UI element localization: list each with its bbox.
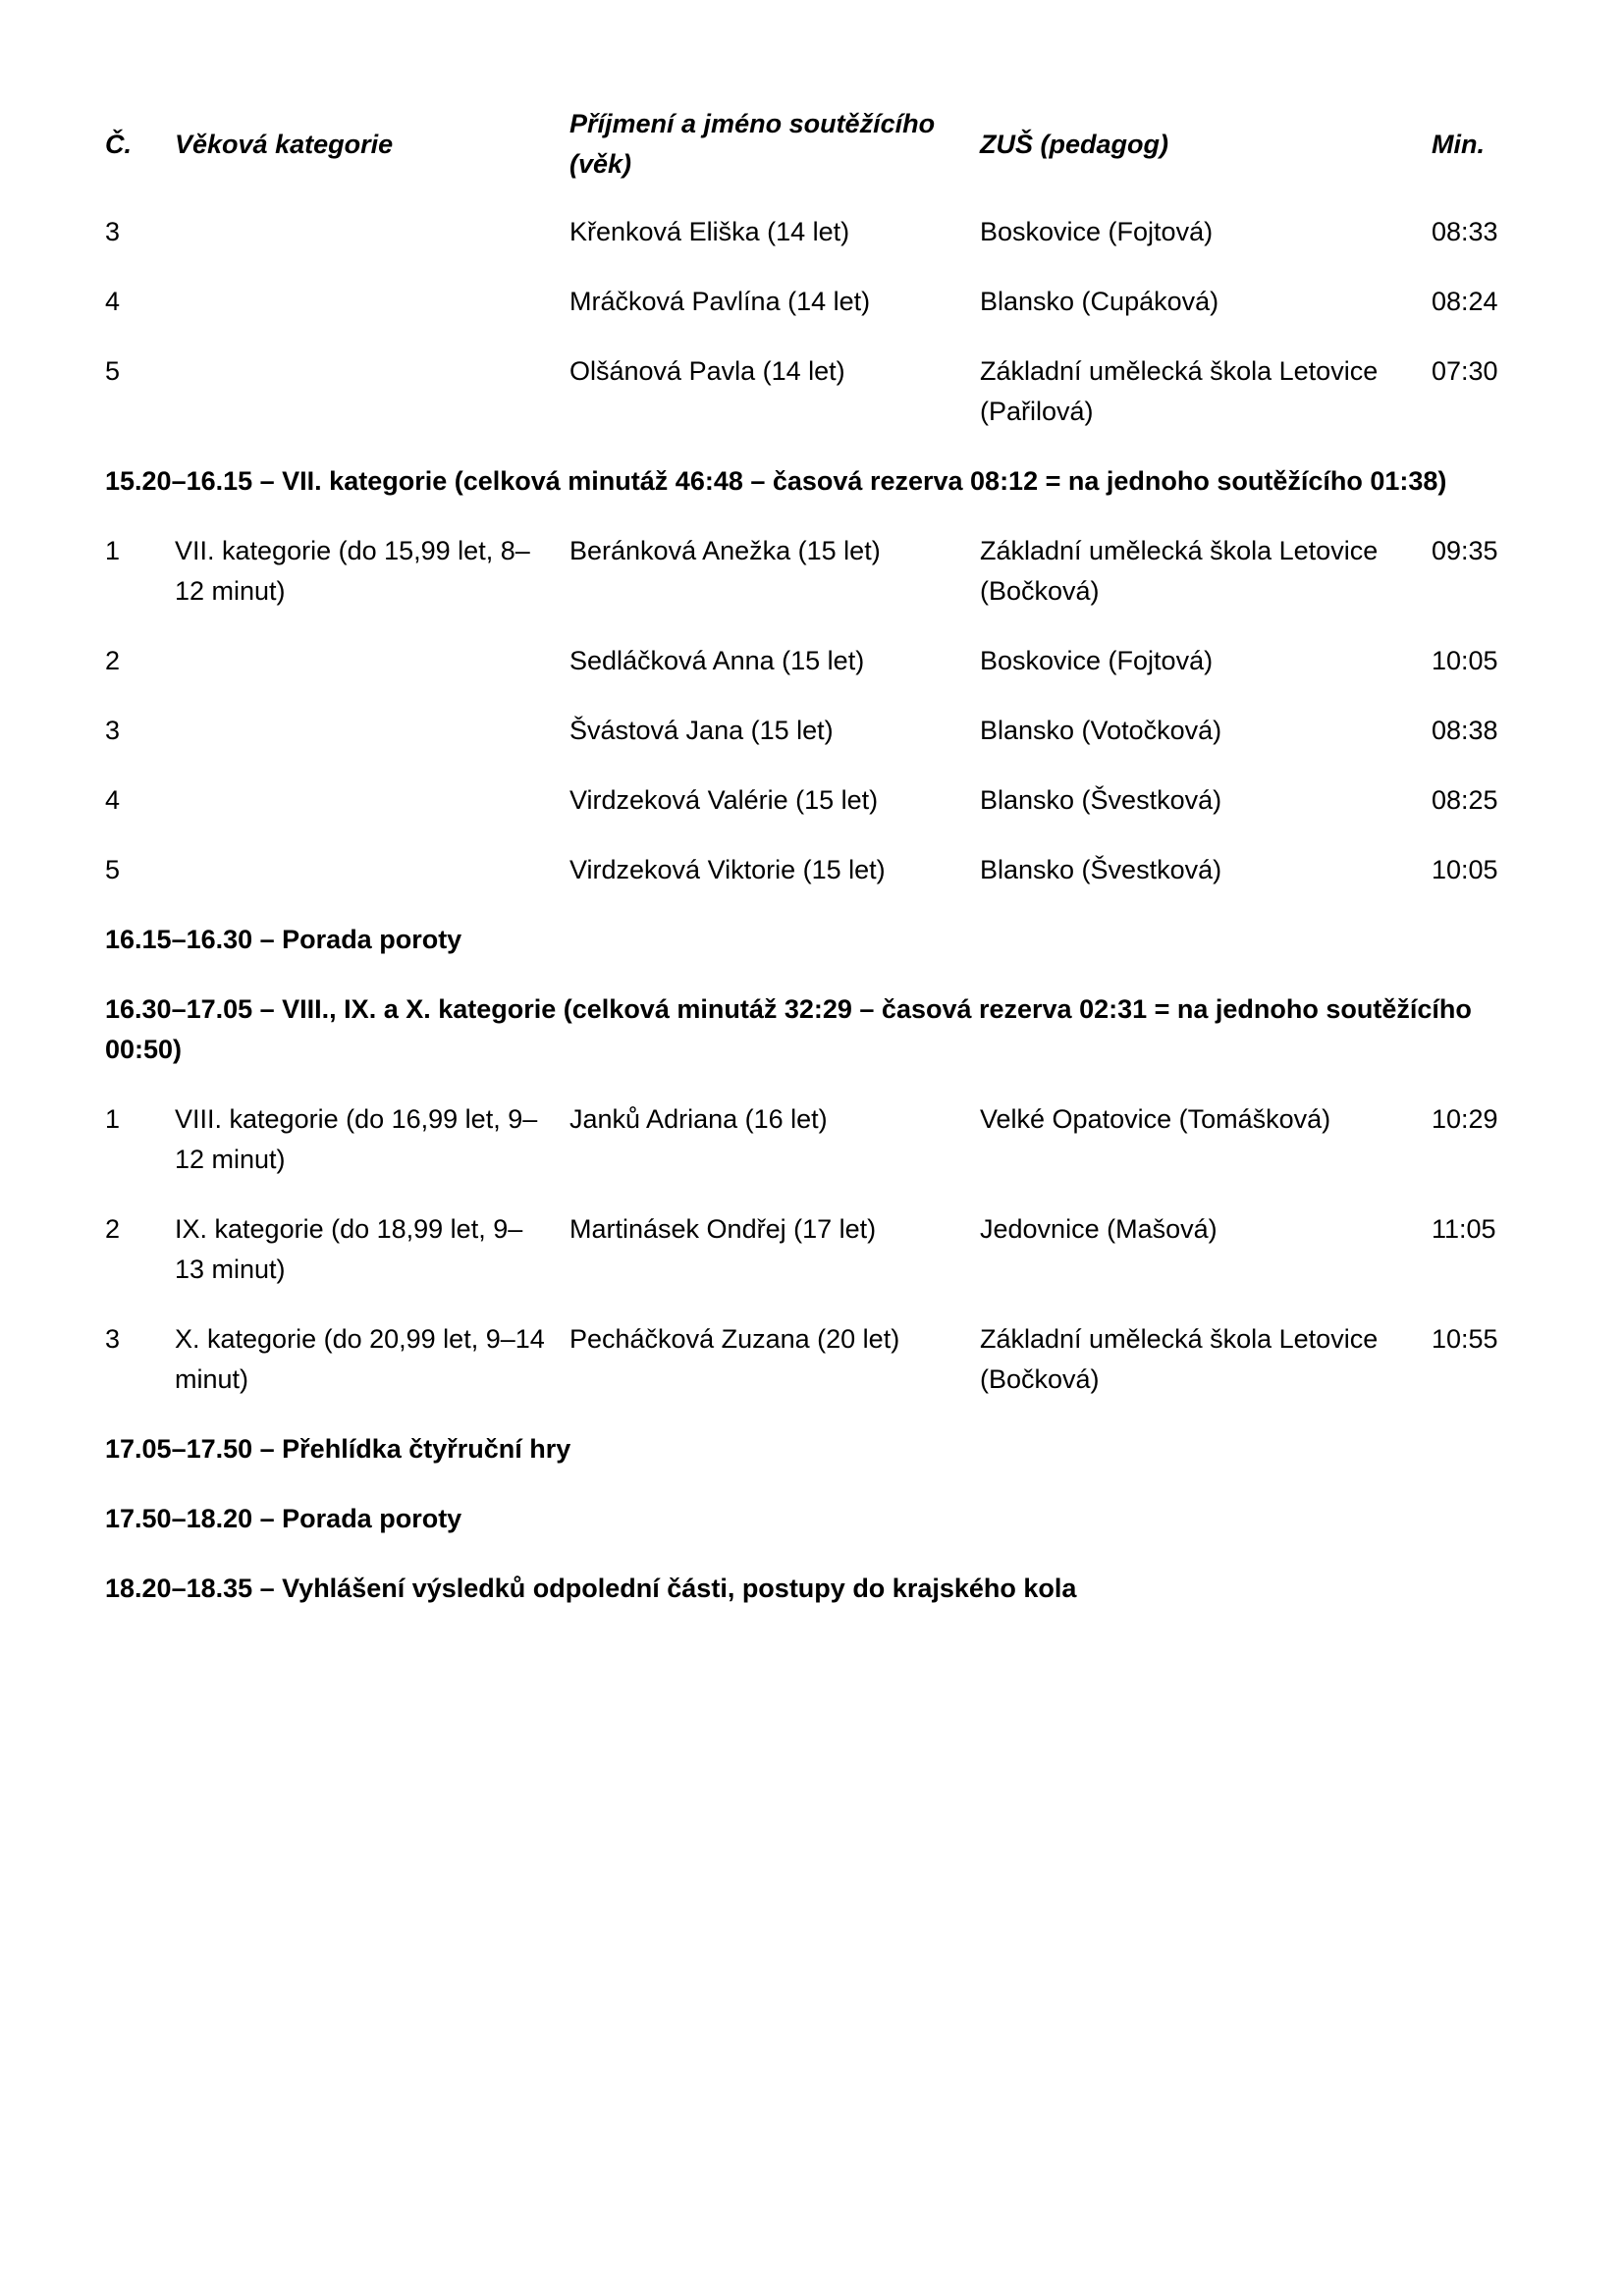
- header-school: ZUŠ (pedagog): [980, 129, 1168, 159]
- table-row: [105, 780, 1519, 821]
- row-name: Janků Adriana (16 let): [569, 1104, 828, 1134]
- row-number: 1: [105, 1104, 121, 1134]
- row-school: Blansko (Švestková): [980, 785, 1222, 815]
- table-block-viii-ix-x: [105, 1099, 1519, 1400]
- table-row: [105, 1099, 1519, 1180]
- section-heading-jury-1: 16.15–16.30 – Porada poroty: [105, 925, 462, 954]
- table-row: [105, 531, 1519, 612]
- row-minutes: 08:24: [1432, 287, 1498, 316]
- row-category: VIII. kategorie (do 16,99 let, 9–12 minut): [175, 1104, 538, 1174]
- row-number: 4: [105, 287, 121, 316]
- row-school: Blansko (Cupáková): [980, 287, 1219, 316]
- table-block-vii: [105, 531, 1519, 890]
- row-school: Boskovice (Fojtová): [980, 646, 1214, 675]
- row-name: Martinásek Ondřej (17 let): [569, 1214, 877, 1244]
- table-row: [105, 282, 1519, 322]
- table-header: [105, 98, 1519, 190]
- row-name: Olšánová Pavla (14 let): [569, 356, 845, 386]
- row-name: Virdzeková Valérie (15 let): [569, 785, 879, 815]
- row-category: IX. kategorie (do 18,99 let, 9–13 minut): [175, 1214, 523, 1284]
- section-heading-results: 18.20–18.35 – Vyhlášení výsledků odpolední části, postupy do krajského kola: [105, 1574, 1077, 1603]
- row-name: Sedláčková Anna (15 let): [569, 646, 865, 675]
- row-minutes: 10:29: [1432, 1104, 1498, 1134]
- section-heading-viii-ix-x: 16.30–17.05 – VIII., IX. a X. kategorie (celková minutáž 32:29 – časová rezerva 02:31 = na jednoho soutěžícího 00:50): [105, 994, 1472, 1064]
- row-minutes: 07:30: [1432, 356, 1498, 386]
- table-block-vi: [105, 212, 1519, 432]
- section-heading-four-hands: 17.05–17.50 – Přehlídka čtyřruční hry: [105, 1434, 571, 1464]
- row-number: 1: [105, 536, 121, 565]
- row-number: 5: [105, 855, 121, 884]
- section-heading-jury-2: 17.50–18.20 – Porada poroty: [105, 1504, 462, 1533]
- section-heading-vii: 15.20–16.15 – VII. kategorie (celková minutáž 46:48 – časová rezerva 08:12 = na jednoho soutěžícího 01:38): [105, 466, 1447, 496]
- row-name: Mráčková Pavlína (14 let): [569, 287, 871, 316]
- row-school: Blansko (Švestková): [980, 855, 1222, 884]
- row-school: Jedovnice (Mašová): [980, 1214, 1218, 1244]
- row-name: Virdzeková Viktorie (15 let): [569, 855, 886, 884]
- row-minutes: 09:35: [1432, 536, 1498, 565]
- row-minutes: 08:38: [1432, 716, 1498, 745]
- row-minutes: 08:33: [1432, 217, 1498, 246]
- row-number: 3: [105, 716, 121, 745]
- row-name: Švástová Jana (15 let): [569, 716, 834, 745]
- row-number: 5: [105, 356, 121, 386]
- row-minutes: 08:25: [1432, 785, 1498, 815]
- row-school: Boskovice (Fojtová): [980, 217, 1214, 246]
- table-row: [105, 1319, 1519, 1400]
- row-category: VII. kategorie (do 15,99 let, 8–12 minut): [175, 536, 530, 606]
- row-number: 3: [105, 1324, 121, 1354]
- row-school: Základní umělecká škola Letovice (Bočková): [980, 536, 1379, 606]
- row-name: Pecháčková Zuzana (20 let): [569, 1324, 900, 1354]
- row-school: Blansko (Votočková): [980, 716, 1222, 745]
- row-school: Velké Opatovice (Tomášková): [980, 1104, 1331, 1134]
- row-number: 3: [105, 217, 121, 246]
- row-category: X. kategorie (do 20,99 let, 9–14 minut): [175, 1324, 545, 1394]
- row-minutes: 11:05: [1432, 1214, 1496, 1244]
- row-name: Křenková Eliška (14 let): [569, 217, 850, 246]
- header-number: Č.: [105, 129, 132, 159]
- schedule-document: [105, 98, 1519, 1638]
- table-row: [105, 641, 1519, 681]
- row-minutes: 10:55: [1432, 1324, 1498, 1354]
- row-number: 2: [105, 646, 121, 675]
- table-row: [105, 711, 1519, 751]
- row-name: Beránková Anežka (15 let): [569, 536, 881, 565]
- table-row: [105, 1209, 1519, 1290]
- row-school: Základní umělecká škola Letovice (Bočková): [980, 1324, 1379, 1394]
- row-number: 4: [105, 785, 121, 815]
- header-minutes: Min.: [1432, 129, 1485, 159]
- row-school: Základní umělecká škola Letovice (Pařilová): [980, 356, 1379, 426]
- header-name: Příjmení a jméno soutěžícího (věk): [569, 109, 936, 179]
- row-minutes: 10:05: [1432, 646, 1498, 675]
- row-number: 2: [105, 1214, 121, 1244]
- header-category: Věková kategorie: [175, 129, 394, 159]
- table-row: [105, 351, 1519, 432]
- table-row: [105, 212, 1519, 252]
- table-row: [105, 850, 1519, 890]
- row-minutes: 10:05: [1432, 855, 1498, 884]
